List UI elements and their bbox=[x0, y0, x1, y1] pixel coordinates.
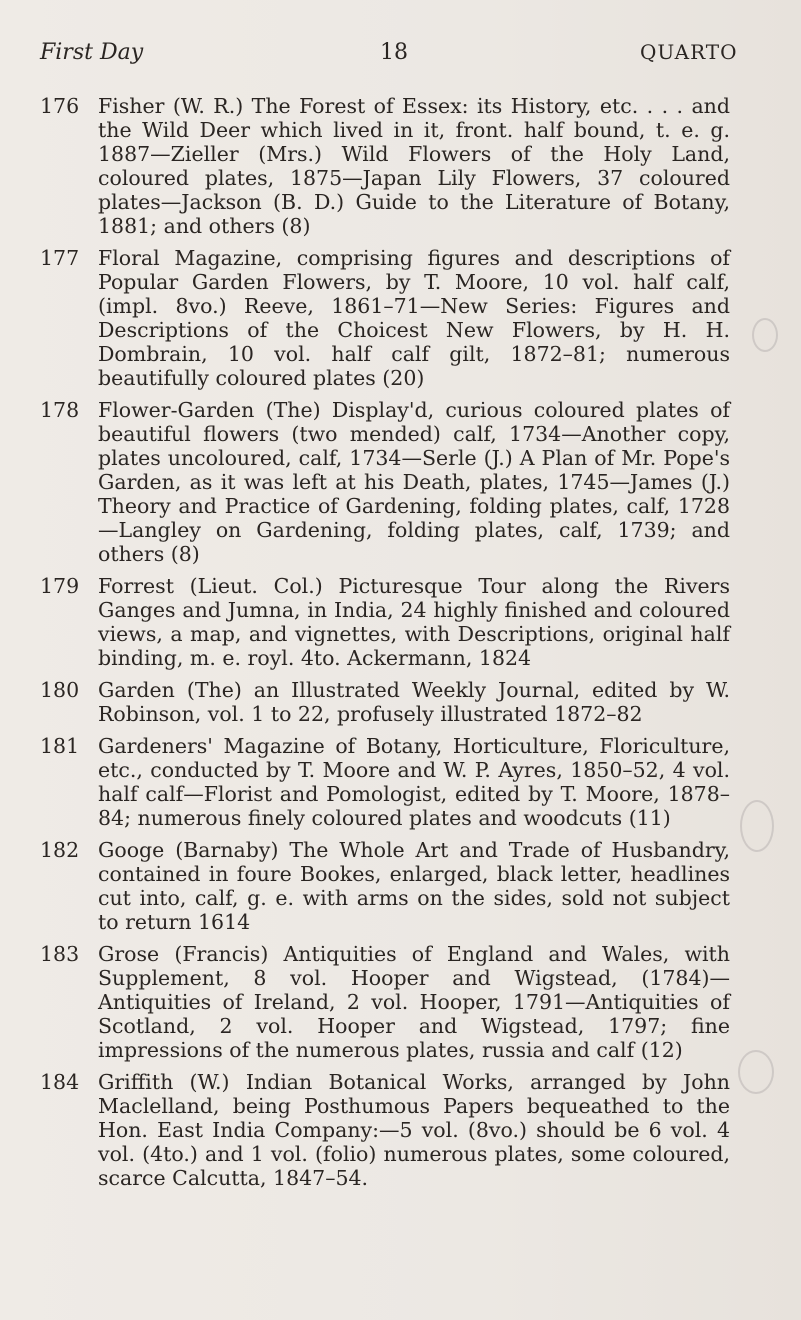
running-head-left: First Day bbox=[40, 40, 144, 65]
running-head-right: QUARTO bbox=[640, 40, 738, 64]
lot-entry bbox=[40, 942, 730, 1062]
running-head bbox=[0, 40, 801, 70]
lot-description: Grose (Francis) Antiquities of England and Wales, with Supplement, 8 vol. Hooper and Wigstead, (1784)—Antiquities of Ireland, 2 vol. Hooper, 1791—Antiquities of Scotland, 2 vol. Hooper and Wigstead, 1797; fine impressions of the numerous plates, russia and calf (12) bbox=[98, 942, 730, 1062]
lot-entry bbox=[40, 246, 730, 390]
lot-entry bbox=[40, 734, 730, 830]
lot-number: 177 bbox=[40, 246, 80, 270]
page-number: 18 bbox=[380, 40, 408, 65]
lot-description: Googe (Barnaby) The Whole Art and Trade of Husbandry, contained in foure Bookes, enlarged, black letter, headlines cut into, calf, g. e. with arms on the sides, sold not subject to return 1614 bbox=[98, 838, 730, 934]
lot-entry bbox=[40, 838, 730, 934]
binding-mark bbox=[738, 1050, 774, 1094]
lot-description: Gardeners' Magazine of Botany, Horticulture, Floriculture, etc., conducted by T. Moore and W. P. Ayres, 1850–52, 4 vol. half calf—Florist and Pomologist, edited by T. Moore, 1878–84; numerous finely coloured plates and woodcuts (11) bbox=[98, 734, 730, 830]
lot-number: 182 bbox=[40, 838, 80, 862]
lot-number: 176 bbox=[40, 94, 80, 118]
lot-entry bbox=[40, 94, 730, 238]
lot-description: Flower-Garden (The) Display'd, curious coloured plates of beautiful flowers (two mended) calf, 1734—Another copy, plates uncoloured, calf, 1734—Serle (J.) A Plan of Mr. Pope's Garden, as it was left at his Death, plates, 1745—James (J.) Theory and Practice of Gardening, folding plates, calf, 1728—Langley on Gardening, folding plates, calf, 1739; and others (8) bbox=[98, 398, 730, 566]
lot-number: 179 bbox=[40, 574, 80, 598]
lot-number: 180 bbox=[40, 678, 80, 702]
lot-description: Garden (The) an Illustrated Weekly Journal, edited by W. Robinson, vol. 1 to 22, profusely illustrated 1872–82 bbox=[98, 678, 730, 726]
binding-mark bbox=[740, 800, 774, 852]
lot-description: Fisher (W. R.) The Forest of Essex: its History, etc. . . . and the Wild Deer which lived in it, front. half bound, t. e. g. 1887—Zieller (Mrs.) Wild Flowers of the Holy Land, coloured plates, 1875—Japan Lily Flowers, 37 coloured plates—Jackson (B. D.) Guide to the Literature of Botany, 1881; and others (8) bbox=[98, 94, 730, 238]
lot-entry bbox=[40, 1070, 730, 1190]
lot-list bbox=[40, 94, 730, 1198]
lot-number: 178 bbox=[40, 398, 80, 422]
lot-description: Floral Magazine, comprising figures and descriptions of Popular Garden Flowers, by T. Moore, 10 vol. half calf, (impl. 8vo.) Reeve, 1861–71—New Series: Figures and Descriptions of the Choicest New Flowers, by H. H. Dombrain, 10 vol. half calf gilt, 1872–81; numerous beautifully coloured plates (20) bbox=[98, 246, 730, 390]
lot-number: 184 bbox=[40, 1070, 80, 1094]
lot-description: Griffith (W.) Indian Botanical Works, arranged by John Maclelland, being Posthumous Papers bequeathed to the Hon. East India Company:—5 vol. (8vo.) should be 6 vol. 4 vol. (4to.) and 1 vol. (folio) numerous plates, some coloured, scarce Calcutta, 1847–54. bbox=[98, 1070, 730, 1190]
lot-number: 183 bbox=[40, 942, 80, 966]
lot-description: Forrest (Lieut. Col.) Picturesque Tour along the Rivers Ganges and Jumna, in India, 24 highly finished and coloured views, a map, and vignettes, with Descriptions, original half binding, m. e. royl. 4to. Ackermann, 1824 bbox=[98, 574, 730, 670]
lot-entry bbox=[40, 678, 730, 726]
binding-mark bbox=[752, 318, 778, 352]
lot-entry bbox=[40, 574, 730, 670]
lot-entry bbox=[40, 398, 730, 566]
lot-number: 181 bbox=[40, 734, 80, 758]
